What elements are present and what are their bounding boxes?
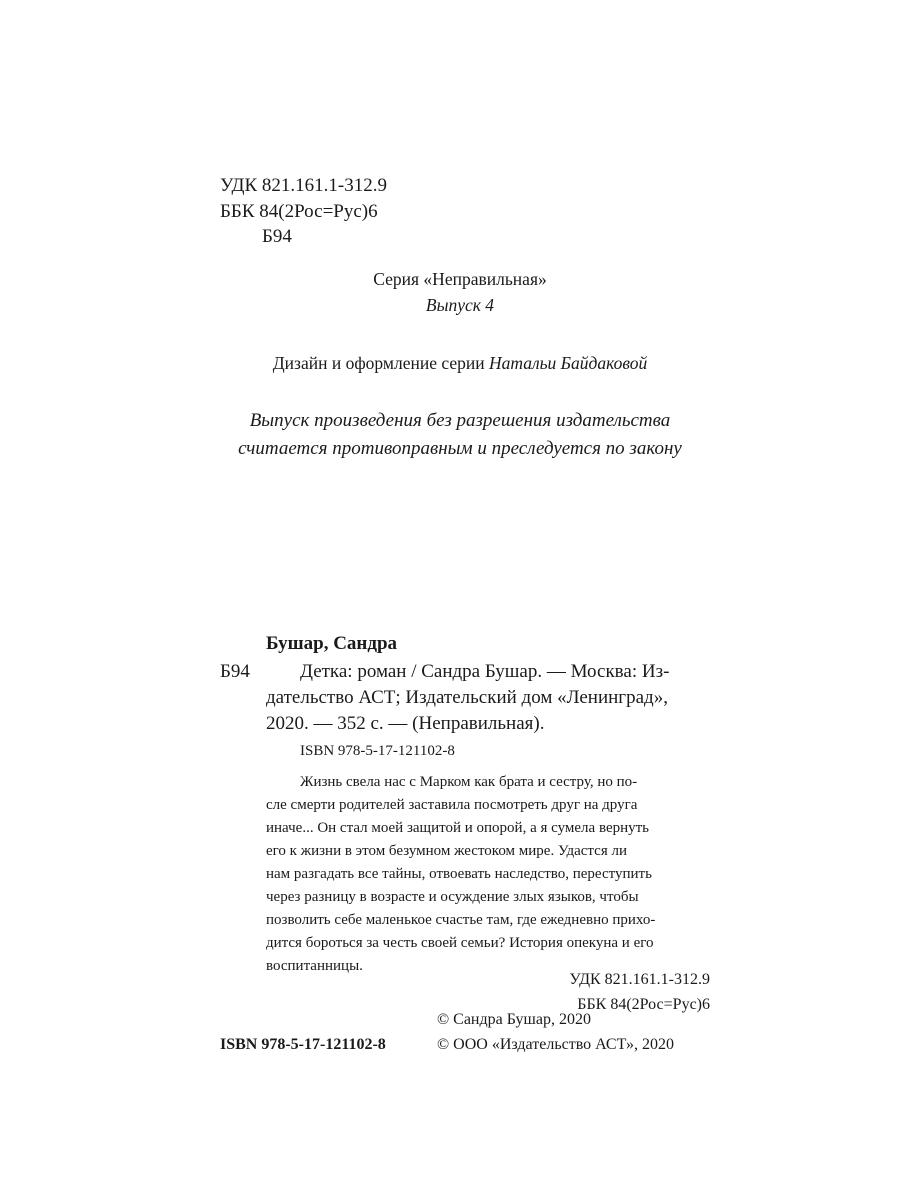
series-issue: Выпуск 4 [425, 295, 495, 315]
annotation-line-2: сле смерти родителей заставила посмотреть друг на друга [266, 797, 638, 813]
design-credit [160, 350, 760, 376]
copyright-publisher: © ООО «Издательство АСТ», 2020 [437, 1036, 674, 1053]
annotation-line-4: его к жизни в этом безумном жестоком мире. Удастся ли [266, 843, 627, 859]
design-credit-designer: Натальи Байдаковой [488, 353, 648, 373]
author-mark: Б94 [262, 226, 292, 247]
annotation-line-8: дится бороться за честь своей семьи? История опекуна и его [266, 935, 654, 951]
annotation-line-7: позволить себе маленькое счастье там, где ежедневно прихо- [266, 912, 656, 928]
legal-notice-line-2: считается противоправным и преследуется по закону [238, 438, 682, 459]
copyright-author: © Сандра Бушар, 2020 [437, 1011, 591, 1028]
catalog-author-mark: Б94 [220, 661, 250, 682]
legal-notice-line-1: Выпуск произведения без разрешения издательства [249, 410, 671, 431]
annotation-line-1: Жизнь свела нас с Марком как брата и сестру, но по- [300, 774, 638, 790]
annotation-line-3: иначе... Он стал моей защитой и опорой, а я сумела вернуть [266, 820, 650, 836]
catalog-bib-line-3: 2020. — 352 с. — (Неправильная). [266, 713, 545, 734]
catalog-isbn: ISBN 978-5-17-121102-8 [300, 743, 455, 759]
catalog-udk-code: УДК 821.161.1-312.9 [569, 971, 710, 988]
catalog-bib-line-1: Детка: роман / Сандра Бушар. — Москва: Из- [300, 661, 670, 682]
udk-code: УДК 821.161.1-312.9 [220, 175, 387, 196]
annotation-line-5: нам разгадать все тайны, отвоевать наследство, переступить [266, 866, 652, 882]
catalog-bib-line-2: дательство АСТ; Издательский дом «Ленинград», [266, 687, 668, 708]
footer-isbn: ISBN 978-5-17-121102-8 [220, 1036, 386, 1053]
bbk-code: ББК 84(2Рос=Рус)6 [220, 201, 378, 222]
design-credit-prefix: Дизайн и оформление серии [272, 353, 485, 373]
catalog-bbk-code: ББК 84(2Рос=Рус)6 [577, 996, 710, 1013]
annotation-line-6: через разницу в возрасте и осуждение злых языков, чтобы [266, 889, 639, 905]
series-name: Серия «Неправильная» [373, 269, 547, 289]
annotation-line-9: воспитанницы. [266, 958, 363, 974]
catalog-author-heading: Бушар, Сандра [266, 633, 398, 654]
